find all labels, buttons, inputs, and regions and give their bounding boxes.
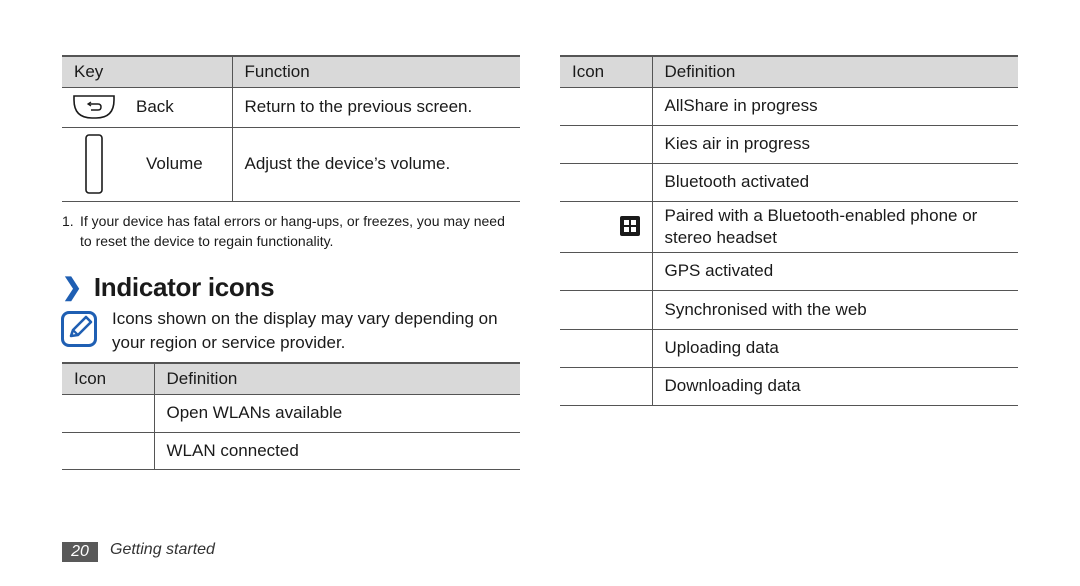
function-cell: Adjust the device’s volume. [232,127,520,201]
column-header: Icon [560,56,652,87]
icon-cell [560,290,652,329]
definition-cell: Paired with a Bluetooth-enabled phone or stereo headset [652,201,1018,252]
table-row [560,163,1018,201]
icon-cell [560,163,652,201]
icon-cell [62,432,154,469]
function-cell: Return to the previous screen. [232,87,520,127]
column-header: Key [62,56,232,87]
table-row [560,290,1018,329]
chapter-label: Getting started [110,541,215,558]
table-header-row [62,363,520,394]
table-row [560,201,1018,252]
volume-key-icon [62,133,126,195]
definition-cell: Bluetooth activated [652,163,1018,201]
definition-cell: Synchronised with the web [652,290,1018,329]
icon-cell [62,394,154,432]
icon-cell [560,252,652,290]
definition-cell: Open WLANs available [154,394,520,432]
table-row [560,87,1018,125]
table-row [62,432,520,469]
column-header: Definition [652,56,1018,87]
key-function-table [62,55,520,202]
column-header: Definition [154,363,520,394]
footnote-number: 1. [62,213,74,229]
column-header: Function [232,56,520,87]
footnote-text: If your device has fatal errors or hang-ups, or freezes, you may need to reset the device to regain functionality. [80,213,505,249]
indicator-table-left [62,362,520,470]
section-title-text: Indicator icons [93,272,275,302]
definition-cell: Uploading data [652,329,1018,367]
table-row [62,394,520,432]
key-label-back: Back [136,97,174,116]
indicator-table-right [560,55,1018,406]
chevron-right-icon: ❯ [62,274,82,301]
footnote [62,211,520,251]
table-row [62,127,520,201]
back-key-icon [62,94,126,120]
tip-text: Icons shown on the display may vary depending on your region or service provider. [112,309,498,352]
icon-cell [560,87,652,125]
table-row [560,329,1018,367]
definition-cell: Kies air in progress [652,125,1018,163]
icon-cell [560,329,652,367]
icon-cell [560,125,652,163]
table-header-row [560,56,1018,87]
table-row [560,125,1018,163]
section-title [62,272,274,303]
table-row [62,87,520,127]
page-number: 20 [62,542,98,562]
definition-cell: Downloading data [652,367,1018,405]
icon-cell [560,367,652,405]
table-header-row [62,56,520,87]
definition-cell: GPS activated [652,252,1018,290]
table-row [560,252,1018,290]
definition-cell: WLAN connected [154,432,520,469]
table-row [560,367,1018,405]
key-label-volume: Volume [146,154,203,173]
bluetooth-paired-grid-icon [620,216,640,241]
icon-cell [560,201,652,252]
note-pencil-icon [61,311,97,347]
column-header: Icon [62,363,154,394]
definition-cell: AllShare in progress [652,87,1018,125]
